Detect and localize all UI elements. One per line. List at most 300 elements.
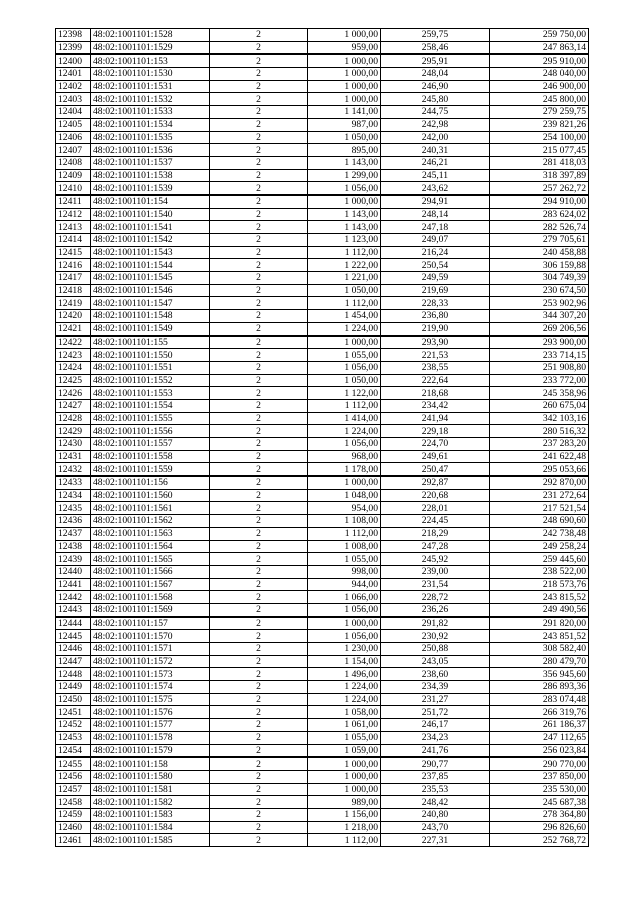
cadastral-number: 48:02:1001101:1537	[91, 156, 210, 169]
cadastral-number: 48:02:1001101:1545	[91, 272, 210, 285]
row-number: 12450	[56, 693, 91, 706]
row-number: 12447	[56, 655, 91, 668]
cadastral-value: 248 040,00	[490, 68, 589, 81]
group-code: 2	[210, 578, 308, 591]
group-code: 2	[210, 617, 308, 630]
table-row	[56, 450, 589, 463]
specific-value: 234,39	[381, 681, 490, 694]
cadastral-number: 48:02:1001101:1567	[91, 578, 210, 591]
specific-value: 228,01	[381, 502, 490, 515]
cadastral-number: 48:02:1001101:1560	[91, 489, 210, 502]
area-value: 1 123,00	[308, 234, 381, 247]
cadastral-number: 48:02:1001101:1557	[91, 438, 210, 451]
area-value: 1 000,00	[308, 783, 381, 796]
table-row	[56, 706, 589, 719]
area-value: 968,00	[308, 450, 381, 463]
area-value: 1 056,00	[308, 603, 381, 616]
group-code: 2	[210, 131, 308, 144]
table-row	[56, 169, 589, 182]
cadastral-value: 292 870,00	[490, 476, 589, 489]
table-row	[56, 425, 589, 438]
cadastral-value: 296 826,60	[490, 821, 589, 834]
group-code: 2	[210, 41, 308, 54]
cadastral-value: 240 458,88	[490, 246, 589, 259]
group-code: 2	[210, 515, 308, 528]
cadastral-value: 231 272,64	[490, 489, 589, 502]
row-number: 12426	[56, 387, 91, 400]
row-number: 12417	[56, 272, 91, 285]
cadastral-value: 279 259,75	[490, 106, 589, 119]
group-code: 2	[210, 297, 308, 310]
group-code: 2	[210, 527, 308, 540]
cadastral-value: 245 358,96	[490, 387, 589, 400]
cadastral-number: 48:02:1001101:1555	[91, 412, 210, 425]
row-number: 12415	[56, 246, 91, 259]
cadastral-value: 245 687,38	[490, 796, 589, 809]
cadastral-value: 261 186,37	[490, 719, 589, 732]
cadastral-value: 249 258,24	[490, 540, 589, 553]
table-row	[56, 770, 589, 783]
table-row	[56, 208, 589, 221]
area-value: 1 000,00	[308, 336, 381, 349]
row-number: 12453	[56, 731, 91, 744]
group-code: 2	[210, 553, 308, 566]
area-value: 1 056,00	[308, 361, 381, 374]
row-number: 12446	[56, 643, 91, 656]
table-row	[56, 80, 589, 93]
cadastral-number: 48:02:1001101:1582	[91, 796, 210, 809]
group-code: 2	[210, 808, 308, 821]
cadastral-number: 48:02:1001101:154	[91, 195, 210, 208]
area-value: 1 178,00	[308, 463, 381, 476]
area-value: 989,00	[308, 796, 381, 809]
cadastral-value: 291 820,00	[490, 617, 589, 630]
area-value: 1 218,00	[308, 821, 381, 834]
row-number: 12429	[56, 425, 91, 438]
row-number: 12458	[56, 796, 91, 809]
specific-value: 246,90	[381, 80, 490, 93]
table-row	[56, 617, 589, 630]
group-code: 2	[210, 246, 308, 259]
specific-value: 227,31	[381, 834, 490, 847]
area-value: 1 000,00	[308, 80, 381, 93]
cadastral-number: 48:02:1001101:1570	[91, 630, 210, 643]
table-row	[56, 272, 589, 285]
row-number: 12454	[56, 744, 91, 757]
table-row	[56, 399, 589, 412]
cadastral-value: 294 910,00	[490, 195, 589, 208]
group-code: 2	[210, 156, 308, 169]
cadastral-value: 281 418,03	[490, 156, 589, 169]
row-number: 12451	[56, 706, 91, 719]
table-row	[56, 578, 589, 591]
table-row	[56, 643, 589, 656]
row-number: 12440	[56, 565, 91, 578]
specific-value: 237,85	[381, 770, 490, 783]
specific-value: 250,54	[381, 259, 490, 272]
row-number: 12437	[56, 527, 91, 540]
cadastral-number: 48:02:1001101:157	[91, 617, 210, 630]
row-number: 12400	[56, 54, 91, 67]
group-code: 2	[210, 655, 308, 668]
specific-value: 234,23	[381, 731, 490, 744]
cadastral-value: 218 573,76	[490, 578, 589, 591]
cadastral-value: 269 206,56	[490, 322, 589, 335]
area-value: 1 154,00	[308, 655, 381, 668]
cadastral-value: 243 815,52	[490, 591, 589, 604]
group-code: 2	[210, 565, 308, 578]
cadastral-number: 48:02:1001101:1542	[91, 234, 210, 247]
cadastral-value: 241 622,48	[490, 450, 589, 463]
cadastral-value: 283 624,02	[490, 208, 589, 221]
area-value: 1 414,00	[308, 412, 381, 425]
cadastral-number: 48:02:1001101:1564	[91, 540, 210, 553]
row-number: 12425	[56, 374, 91, 387]
table-row	[56, 744, 589, 757]
group-code: 2	[210, 374, 308, 387]
cadastral-number: 48:02:1001101:1580	[91, 770, 210, 783]
specific-value: 248,14	[381, 208, 490, 221]
row-number: 12431	[56, 450, 91, 463]
cadastral-value: 238 522,00	[490, 565, 589, 578]
cadastral-value: 344 307,20	[490, 310, 589, 323]
cadastral-value: 254 100,00	[490, 131, 589, 144]
specific-value: 243,05	[381, 655, 490, 668]
row-number: 12405	[56, 118, 91, 131]
group-code: 2	[210, 412, 308, 425]
row-number: 12424	[56, 361, 91, 374]
cadastral-value: 266 319,76	[490, 706, 589, 719]
cadastral-number: 48:02:1001101:1552	[91, 374, 210, 387]
specific-value: 245,11	[381, 169, 490, 182]
cadastral-number: 48:02:1001101:1547	[91, 297, 210, 310]
cadastral-value: 282 526,74	[490, 221, 589, 234]
cadastral-value: 249 490,56	[490, 603, 589, 616]
specific-value: 244,75	[381, 106, 490, 119]
cadastral-number: 48:02:1001101:1585	[91, 834, 210, 847]
specific-value: 224,45	[381, 515, 490, 528]
group-code: 2	[210, 502, 308, 515]
table-row	[56, 527, 589, 540]
group-code: 2	[210, 425, 308, 438]
row-number: 12412	[56, 208, 91, 221]
row-number: 12445	[56, 630, 91, 643]
table-row	[56, 603, 589, 616]
table-row	[56, 182, 589, 195]
cadastral-value: 237 850,00	[490, 770, 589, 783]
row-number: 12419	[56, 297, 91, 310]
cadastral-value: 253 902,96	[490, 297, 589, 310]
area-value: 1 056,00	[308, 438, 381, 451]
cadastral-value: 304 749,39	[490, 272, 589, 285]
area-value: 1 000,00	[308, 757, 381, 770]
area-value: 1 496,00	[308, 668, 381, 681]
cadastral-value: 215 077,45	[490, 144, 589, 157]
cadastral-number: 48:02:1001101:1548	[91, 310, 210, 323]
row-number: 12435	[56, 502, 91, 515]
table-row	[56, 412, 589, 425]
specific-value: 249,61	[381, 450, 490, 463]
table-row	[56, 246, 589, 259]
table-row	[56, 515, 589, 528]
group-code: 2	[210, 681, 308, 694]
area-value: 1 112,00	[308, 399, 381, 412]
specific-value: 243,62	[381, 182, 490, 195]
group-code: 2	[210, 719, 308, 732]
specific-value: 258,46	[381, 41, 490, 54]
specific-value: 230,92	[381, 630, 490, 643]
row-number: 12427	[56, 399, 91, 412]
specific-value: 218,68	[381, 387, 490, 400]
group-code: 2	[210, 796, 308, 809]
specific-value: 240,31	[381, 144, 490, 157]
specific-value: 248,04	[381, 68, 490, 81]
area-value: 1 000,00	[308, 770, 381, 783]
cadastral-value: 280 516,32	[490, 425, 589, 438]
cadastral-value: 318 397,89	[490, 169, 589, 182]
cadastral-number: 48:02:1001101:1546	[91, 284, 210, 297]
row-number: 12443	[56, 603, 91, 616]
table-row	[56, 681, 589, 694]
row-number: 12423	[56, 349, 91, 362]
row-number: 12416	[56, 259, 91, 272]
cadastral-value: 230 674,50	[490, 284, 589, 297]
cadastral-value: 290 770,00	[490, 757, 589, 770]
cadastral-number: 48:02:1001101:1581	[91, 783, 210, 796]
area-value: 1 056,00	[308, 630, 381, 643]
table-row	[56, 489, 589, 502]
area-value: 1 224,00	[308, 322, 381, 335]
specific-value: 236,80	[381, 310, 490, 323]
table-row	[56, 336, 589, 349]
row-number: 12403	[56, 93, 91, 106]
table-row	[56, 655, 589, 668]
table-row	[56, 796, 589, 809]
specific-value: 259,75	[381, 29, 490, 42]
specific-value: 219,90	[381, 322, 490, 335]
cadastral-value: 278 364,80	[490, 808, 589, 821]
group-code: 2	[210, 361, 308, 374]
group-code: 2	[210, 463, 308, 476]
cadastral-number: 48:02:1001101:1543	[91, 246, 210, 259]
specific-value: 240,80	[381, 808, 490, 821]
table-row	[56, 118, 589, 131]
specific-value: 229,18	[381, 425, 490, 438]
table-row	[56, 41, 589, 54]
specific-value: 228,72	[381, 591, 490, 604]
specific-value: 236,26	[381, 603, 490, 616]
area-value: 1 221,00	[308, 272, 381, 285]
table-row	[56, 821, 589, 834]
row-number: 12461	[56, 834, 91, 847]
specific-value: 246,17	[381, 719, 490, 732]
area-value: 1 224,00	[308, 681, 381, 694]
cadastral-value: 342 103,16	[490, 412, 589, 425]
row-number: 12432	[56, 463, 91, 476]
row-number: 12401	[56, 68, 91, 81]
table-body	[56, 29, 589, 847]
row-number: 12438	[56, 540, 91, 553]
specific-value: 216,24	[381, 246, 490, 259]
group-code: 2	[210, 731, 308, 744]
area-value: 959,00	[308, 41, 381, 54]
cadastral-value: 243 851,52	[490, 630, 589, 643]
group-code: 2	[210, 668, 308, 681]
area-value: 1 112,00	[308, 297, 381, 310]
row-number: 12430	[56, 438, 91, 451]
cadastral-value: 235 530,00	[490, 783, 589, 796]
area-value: 1 143,00	[308, 208, 381, 221]
area-value: 1 055,00	[308, 731, 381, 744]
table-row	[56, 54, 589, 67]
specific-value: 239,00	[381, 565, 490, 578]
group-code: 2	[210, 93, 308, 106]
row-number: 12410	[56, 182, 91, 195]
table-row	[56, 322, 589, 335]
cadastral-value: 247 112,65	[490, 731, 589, 744]
row-number: 12436	[56, 515, 91, 528]
area-value: 1 066,00	[308, 591, 381, 604]
specific-value: 220,68	[381, 489, 490, 502]
area-value: 1 122,00	[308, 387, 381, 400]
cadastral-number: 48:02:1001101:1535	[91, 131, 210, 144]
specific-value: 235,53	[381, 783, 490, 796]
area-value: 1 048,00	[308, 489, 381, 502]
group-code: 2	[210, 234, 308, 247]
table-row	[56, 387, 589, 400]
group-code: 2	[210, 106, 308, 119]
group-code: 2	[210, 693, 308, 706]
table-row	[56, 463, 589, 476]
cadastral-value: 308 582,40	[490, 643, 589, 656]
group-code: 2	[210, 770, 308, 783]
row-number: 12428	[56, 412, 91, 425]
specific-value: 219,69	[381, 284, 490, 297]
cadastral-number: 48:02:1001101:1554	[91, 399, 210, 412]
table-row	[56, 259, 589, 272]
row-number: 12459	[56, 808, 91, 821]
cadastral-value-table	[55, 28, 589, 847]
specific-value: 249,59	[381, 272, 490, 285]
cadastral-value: 251 908,80	[490, 361, 589, 374]
specific-value: 290,77	[381, 757, 490, 770]
table-row	[56, 29, 589, 42]
cadastral-number: 48:02:1001101:1573	[91, 668, 210, 681]
cadastral-number: 48:02:1001101:1562	[91, 515, 210, 528]
group-code: 2	[210, 630, 308, 643]
group-code: 2	[210, 706, 308, 719]
area-value: 1 000,00	[308, 29, 381, 42]
group-code: 2	[210, 821, 308, 834]
specific-value: 295,91	[381, 54, 490, 67]
group-code: 2	[210, 438, 308, 451]
table-row	[56, 565, 589, 578]
cadastral-value: 247 863,14	[490, 41, 589, 54]
cadastral-value: 259 750,00	[490, 29, 589, 42]
area-value: 1 000,00	[308, 93, 381, 106]
cadastral-number: 48:02:1001101:1529	[91, 41, 210, 54]
cadastral-number: 48:02:1001101:1574	[91, 681, 210, 694]
area-value: 1 058,00	[308, 706, 381, 719]
group-code: 2	[210, 169, 308, 182]
specific-value: 247,18	[381, 221, 490, 234]
row-number: 12406	[56, 131, 91, 144]
specific-value: 238,55	[381, 361, 490, 374]
cadastral-number: 48:02:1001101:1569	[91, 603, 210, 616]
group-code: 2	[210, 387, 308, 400]
cadastral-number: 48:02:1001101:1532	[91, 93, 210, 106]
row-number: 12402	[56, 80, 91, 93]
table-row	[56, 144, 589, 157]
cadastral-number: 48:02:1001101:1575	[91, 693, 210, 706]
row-number: 12422	[56, 336, 91, 349]
area-value: 1 143,00	[308, 156, 381, 169]
cadastral-number: 48:02:1001101:1563	[91, 527, 210, 540]
group-code: 2	[210, 195, 308, 208]
specific-value: 224,70	[381, 438, 490, 451]
area-value: 1 143,00	[308, 221, 381, 234]
cadastral-value: 306 159,88	[490, 259, 589, 272]
cadastral-value: 252 768,72	[490, 834, 589, 847]
cadastral-number: 48:02:1001101:1583	[91, 808, 210, 821]
table-row	[56, 297, 589, 310]
cadastral-number: 48:02:1001101:1531	[91, 80, 210, 93]
specific-value: 243,70	[381, 821, 490, 834]
area-value: 1 108,00	[308, 515, 381, 528]
document-page	[55, 28, 588, 847]
area-value: 1 299,00	[308, 169, 381, 182]
cadastral-number: 48:02:1001101:1528	[91, 29, 210, 42]
cadastral-number: 48:02:1001101:1577	[91, 719, 210, 732]
group-code: 2	[210, 322, 308, 335]
specific-value: 248,42	[381, 796, 490, 809]
cadastral-number: 48:02:1001101:1550	[91, 349, 210, 362]
cadastral-number: 48:02:1001101:1568	[91, 591, 210, 604]
group-code: 2	[210, 54, 308, 67]
cadastral-value: 233 772,00	[490, 374, 589, 387]
row-number: 12399	[56, 41, 91, 54]
table-row	[56, 630, 589, 643]
area-value: 1 222,00	[308, 259, 381, 272]
cadastral-value: 280 479,70	[490, 655, 589, 668]
specific-value: 294,91	[381, 195, 490, 208]
cadastral-value: 256 023,84	[490, 744, 589, 757]
row-number: 12455	[56, 757, 91, 770]
cadastral-number: 48:02:1001101:1534	[91, 118, 210, 131]
table-row	[56, 540, 589, 553]
cadastral-number: 48:02:1001101:1566	[91, 565, 210, 578]
table-row	[56, 502, 589, 515]
group-code: 2	[210, 118, 308, 131]
table-row	[56, 93, 589, 106]
table-row	[56, 757, 589, 770]
area-value: 1 141,00	[308, 106, 381, 119]
cadastral-number: 48:02:1001101:1536	[91, 144, 210, 157]
group-code: 2	[210, 272, 308, 285]
area-value: 1 000,00	[308, 195, 381, 208]
row-number: 12408	[56, 156, 91, 169]
area-value: 1 112,00	[308, 527, 381, 540]
row-number: 12460	[56, 821, 91, 834]
specific-value: 293,90	[381, 336, 490, 349]
cadastral-value: 248 690,60	[490, 515, 589, 528]
specific-value: 242,00	[381, 131, 490, 144]
cadastral-number: 48:02:1001101:1556	[91, 425, 210, 438]
group-code: 2	[210, 744, 308, 757]
cadastral-number: 48:02:1001101:158	[91, 757, 210, 770]
cadastral-number: 48:02:1001101:1553	[91, 387, 210, 400]
specific-value: 221,53	[381, 349, 490, 362]
